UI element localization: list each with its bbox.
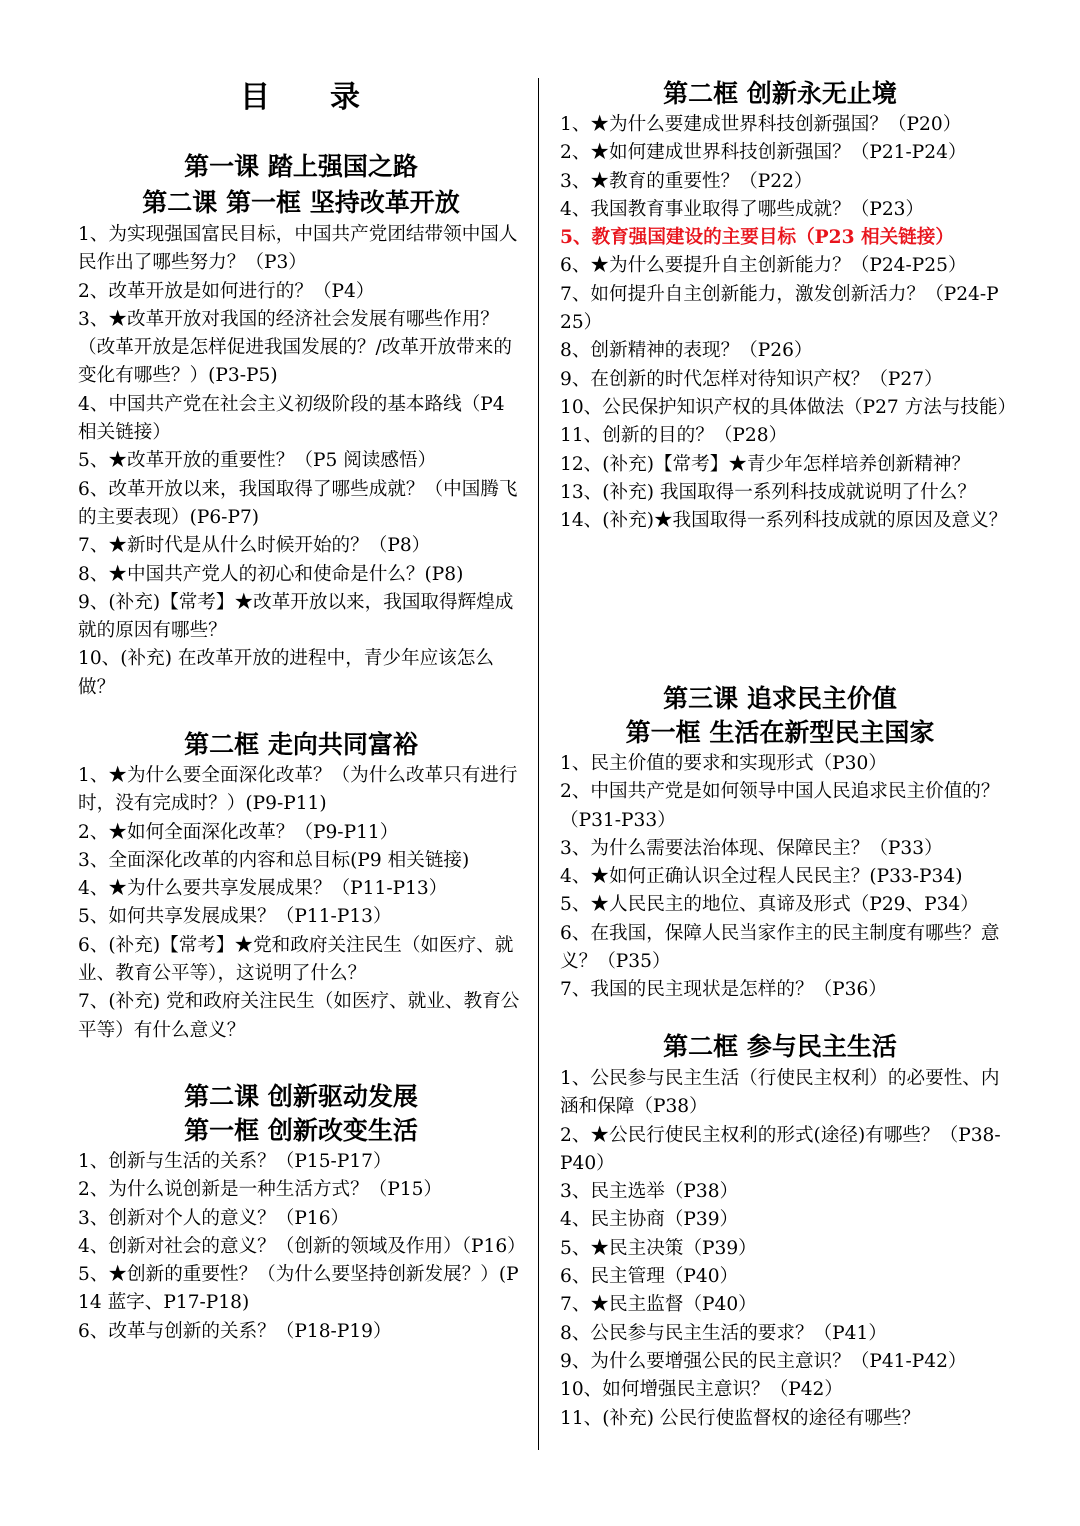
list-item: 3、★改革开放对我国的经济社会发展有哪些作用？（改革开放是怎样促进我国发展的？/改革开放带来的变化有哪些？）(P3-P5): [78, 308, 512, 387]
innovation-section-2-heading: 第二框 创新永无止境: [663, 79, 897, 108]
list-item: 7、★民主监督（P40）: [560, 1294, 757, 1316]
list-item: 11、(补充) 公民行使监督权的途径有哪些？: [560, 1407, 921, 1429]
list-item: 4、★为什么要共享发展成果？（P11-P13）: [78, 878, 448, 900]
list-item: 2、改革开放是如何进行的？（P4）: [78, 280, 375, 302]
list-item: 7、我国的民主现状是怎样的？（P36）: [560, 979, 887, 1001]
list-item: 10、如何增强民主意识？（P42）: [560, 1379, 843, 1401]
list-item: 4、★如何正确认识全过程人民民主？(P33-P34): [560, 866, 963, 888]
lesson-2-section-2-heading: 第二框 走向共同富裕: [184, 730, 418, 759]
innovation-section-2-list: [560, 111, 1017, 535]
lesson-2-section-1-heading: 第二课 第一框 坚持改革开放: [142, 188, 460, 217]
list-item: 1、★为什么要建成世界科技创新强国？（P20）: [560, 114, 962, 135]
list-item: 2、★如何建成世界科技创新强国？（P21-P24）: [560, 142, 967, 164]
list-item: 13、(补充) 我国取得一系列科技成就说明了什么？: [560, 481, 976, 503]
list-item: 3、为什么需要法治体现、保障民主？（P33）: [560, 837, 943, 859]
lesson-2-section-1-list: [78, 221, 524, 702]
list-item: 6、改革与创新的关系？（P18-P19）: [78, 1320, 392, 1342]
list-item: 2、★如何全面深化改革？（P9-P11）: [78, 821, 399, 843]
list-item: 9、在创新的时代怎样对待知识产权？（P27）: [560, 368, 943, 390]
list-item: 5、★创新的重要性？（为什么要坚持创新发展？）(P14 蓝字、P17-P18): [78, 1264, 519, 1314]
list-item: 12、(补充)【常考】★青少年怎样培养创新精神？: [560, 453, 971, 475]
list-item: 8、创新精神的表现？（P26）: [560, 340, 813, 362]
lesson-3-section-1-heading: 第一框 生活在新型民主国家: [625, 718, 935, 747]
list-item: 1、民主价值的要求和实现形式（P30）: [560, 753, 887, 774]
list-item: 3、创新对个人的意义？（P16）: [78, 1207, 350, 1229]
innovation-section-1-heading: 第一框 创新改变生活: [184, 1116, 418, 1145]
list-item: 2、为什么说创新是一种生活方式？（P15）: [78, 1179, 443, 1201]
list-item: 5、★人民民主的地位、真谛及形式（P29、P34）: [560, 894, 979, 916]
list-item: 1、创新与生活的关系？（P15-P17）: [78, 1151, 392, 1172]
lesson-3-section-2-list: [560, 1065, 1010, 1433]
list-item: 6、★为什么要提升自主创新能力？（P24-P25）: [560, 255, 967, 277]
list-item: 7、如何提升自主创新能力，激发创新活力？（P24-P25）: [560, 283, 999, 334]
page-title: 目 录: [240, 80, 360, 115]
list-item: 6、在我国，保障人民当家作主的民主制度有哪些？意义？（P35）: [560, 922, 1000, 973]
list-item: 9、(补充)【常考】★改革开放以来，我国取得辉煌成就的原因有哪些？: [78, 591, 514, 642]
list-item: 1、为实现强国富民目标，中国共产党团结带领中国人民作出了哪些努力？（P3）: [78, 224, 518, 274]
list-item: 3、民主选举（P38）: [560, 1181, 739, 1203]
list-item: 4、创新对社会的意义？（创新的领域及作用）（P16）: [78, 1235, 526, 1257]
list-item: 7、(补充) 党和政府关注民生（如医疗、就业、教育公平等）有什么意义？: [78, 991, 520, 1041]
list-item: 5、如何共享发展成果？（P11-P13）: [78, 906, 392, 928]
list-item: 5、★民主决策（P39）: [560, 1237, 757, 1259]
list-item: 2、中国共产党是如何领导中国人民追求民主价值的？（P31-P33）: [560, 781, 1000, 831]
list-item: 3、★教育的重要性？（P22）: [560, 170, 813, 192]
list-item: 4、中国共产党在社会主义初级阶段的基本路线（P4 相关链接）: [78, 393, 505, 444]
list-item: 1、★为什么要全面深化改革？（为什么改革只有进行时，没有完成时？）(P9-P11): [78, 765, 518, 815]
lesson-2-section-2-list: [78, 762, 524, 1045]
list-item: 11、创新的目的？（P28）: [560, 425, 788, 447]
lesson-1-heading: 第一课 踏上强国之路: [184, 152, 418, 181]
list-item: 10、公民保护知识产权的具体做法（P27 方法与技能）: [560, 396, 1017, 418]
column-divider: [538, 78, 539, 1450]
list-item: 4、我国教育事业取得了哪些成就？（P23）: [560, 198, 925, 220]
list-item: 6、改革开放以来，我国取得了哪些成就？（中国腾飞的主要表现）(P6-P7): [78, 478, 518, 528]
highlighted-list-item: 5、教育强国建设的主要目标（P23 相关链接）: [560, 227, 954, 249]
list-item: 8、★中国共产党人的初心和使命是什么？(P8): [78, 563, 464, 585]
innovation-lesson-heading: 第二课 创新驱动发展: [184, 1082, 418, 1111]
list-item: 6、民主管理（P40）: [560, 1266, 739, 1288]
list-item: 2、★公民行使民主权利的形式(途径)有哪些？（P38-P40）: [560, 1124, 1001, 1174]
lesson-3-heading: 第三课 追求民主价值: [663, 684, 897, 713]
lesson-3-section-1-list: [560, 750, 1020, 1005]
list-item: 6、(补充)【常考】★党和政府关注民生（如医疗、就业、教育公平等），这说明了什么？: [78, 934, 514, 985]
innovation-section-1-list: [78, 1148, 524, 1346]
list-item: 1、公民参与民主生活（行使民主权利）的必要性、内涵和保障（P38）: [560, 1068, 1000, 1118]
list-item: 10、(补充) 在改革开放的进程中，青少年应该怎么做？: [78, 648, 494, 698]
list-item: 5、★改革开放的重要性？（P5 阅读感悟）: [78, 450, 437, 472]
list-item: 14、(补充)★我国取得一系列科技成就的原因及意义？: [560, 510, 1008, 532]
list-item: 9、为什么要增强公民的民主意识？（P41-P42）: [560, 1350, 967, 1372]
list-item: 4、民主协商（P39）: [560, 1209, 739, 1231]
list-item: 3、全面深化改革的内容和总目标(P9 相关链接): [78, 849, 470, 871]
lesson-3-section-2-heading: 第二框 参与民主生活: [663, 1032, 897, 1061]
list-item: 7、★新时代是从什么时候开始的？（P8）: [78, 535, 431, 557]
list-item: 8、公民参与民主生活的要求？（P41）: [560, 1322, 887, 1344]
